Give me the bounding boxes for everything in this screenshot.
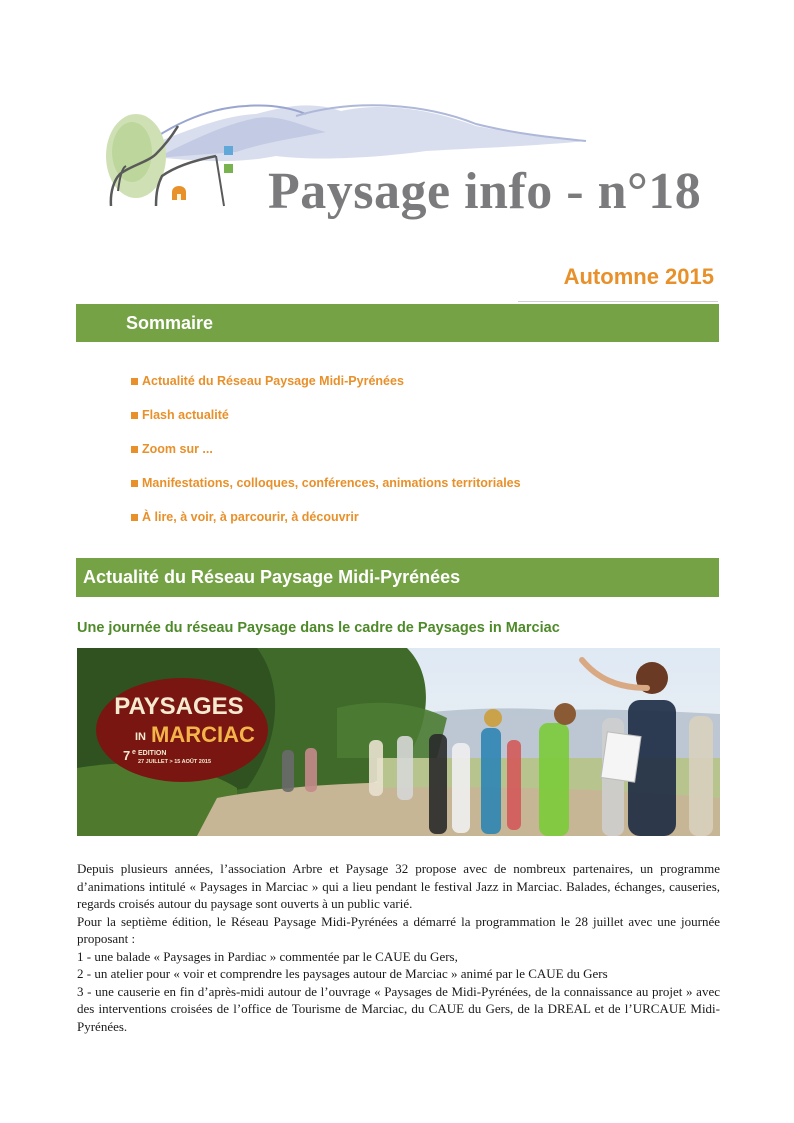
article-body xyxy=(77,860,720,1035)
newsletter-title: Paysage info - n°18 xyxy=(268,163,702,220)
badge-in: IN xyxy=(135,731,146,743)
article-intro: Pour la septième édition, le Réseau Paysage Midi-Pyrénées a démarré la programmation le 28 juillet avec une journée proposant : xyxy=(77,913,720,946)
article-subtitle: Une journée du réseau Paysage dans le cadre de Paysages in Marciac xyxy=(77,620,560,636)
square-bullet-icon xyxy=(131,378,138,385)
sommaire-heading: Sommaire xyxy=(76,304,719,342)
square-bullet-icon xyxy=(131,446,138,453)
square-bullet-icon xyxy=(131,480,138,487)
badge-line2: MARCIAC xyxy=(151,722,255,747)
badge-edition-number: 7 xyxy=(123,748,131,763)
badge-dates: 27 JUILLET > 15 AOÛT 2015 xyxy=(138,759,212,765)
article-paragraph: Depuis plusieurs années, l’association Arbre et Paysage 32 propose avec de nombreux partenaires, un programme d’animations intitulé « Paysages in Marciac » qui a lieu pendant le festival Jazz in Marciac. Balades, échanges, causeries, regards croisés autour du paysage sont ouverts à un public varié. xyxy=(77,861,720,911)
table-of-contents xyxy=(131,374,521,544)
toc-item[interactable] xyxy=(131,408,521,442)
event-photo xyxy=(77,648,720,836)
badge-edition-sup: e xyxy=(132,749,136,756)
badge-edition-word: EDITION xyxy=(138,750,167,757)
toc-item[interactable] xyxy=(131,476,521,510)
toc-item[interactable] xyxy=(131,374,521,408)
article-list-item: 2 - un atelier pour « voir et comprendre les paysages autour de Marciac » animé par le CAUE du Gers xyxy=(77,966,608,981)
square-bullet-icon xyxy=(131,514,138,521)
toc-item-label: Zoom sur ... xyxy=(142,442,213,456)
toc-item[interactable] xyxy=(131,442,521,476)
article-list-item: 3 - une causerie en fin d’après-midi autour de l’ouvrage « Paysages de Midi-Pyrénées, de la connaissance au projet » avec des interventions croisées de l’office de Tourisme de Marciac, du CAUE du Gers, de la DREAL et de l’URCAUE Midi-Pyrénées. xyxy=(77,983,720,1034)
toc-item-label: Manifestations, colloques, conférences, animations territoriales xyxy=(142,476,521,490)
article-list-item: 1 - une balade « Paysages in Pardiac » commentée par le CAUE du Gers, xyxy=(77,948,458,964)
badge-line1: PAYSAGES xyxy=(114,693,244,720)
toc-item-label: À lire, à voir, à parcourir, à découvrir xyxy=(142,510,359,524)
toc-item-label: Actualité du Réseau Paysage Midi-Pyrénées xyxy=(142,374,404,388)
toc-item-label: Flash actualité xyxy=(142,408,229,422)
toc-item[interactable] xyxy=(131,510,521,544)
edition-label: Automne 2015 xyxy=(563,264,714,289)
section-heading: Actualité du Réseau Paysage Midi-Pyrénées xyxy=(76,558,719,597)
edition-divider xyxy=(518,301,718,302)
paysages-in-marciac-badge xyxy=(95,678,270,783)
square-bullet-icon xyxy=(131,412,138,419)
